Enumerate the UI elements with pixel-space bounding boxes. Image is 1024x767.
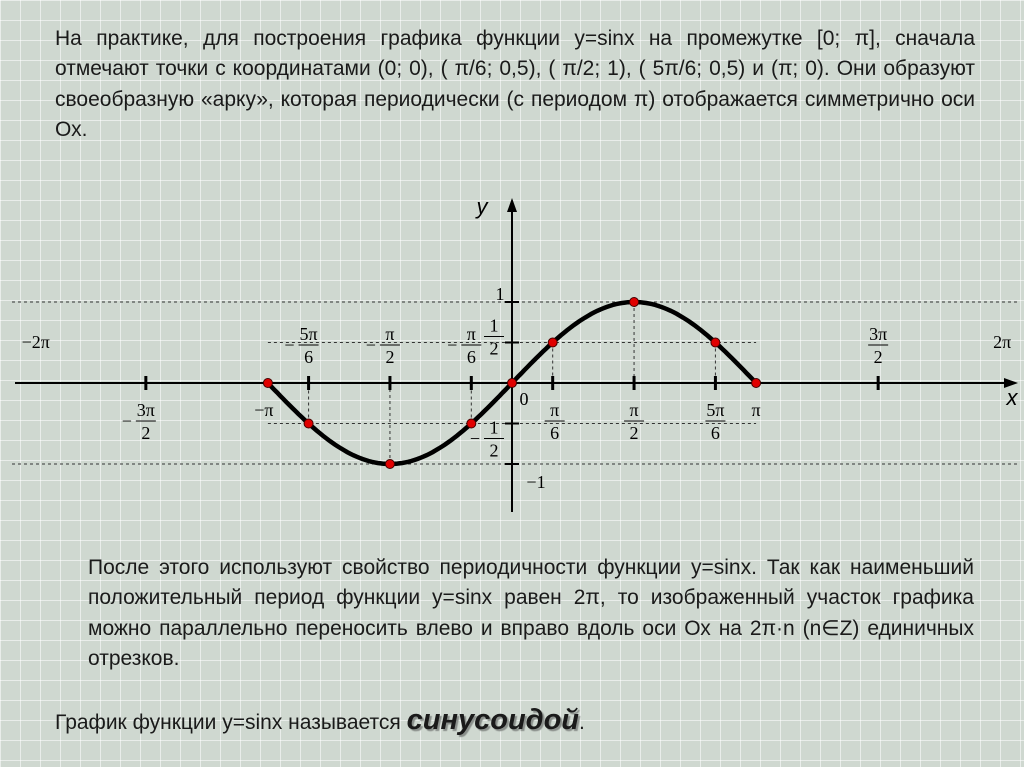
- y-tick-label: 1: [495, 284, 505, 304]
- tick-sign: −: [121, 411, 132, 431]
- y-axis-label: y: [476, 194, 488, 219]
- intro-paragraph: На практике, для построения графика функции y=sinx на промежутке [0; π], сначала отмечают точки с координатами (0; 0), ( π/6; 0,5), ( π/2; 1), ( 5π/6; 0,5) и (π; 0). Они образуют своеобразную «арку», которая периодически (с периодом π) отображается симметрично оси Ох.: [55, 27, 975, 142]
- sinusoid-prefix: График функции y=sinx называется: [55, 711, 407, 734]
- tick-numerator: 3π: [136, 400, 155, 420]
- tick-sign: −: [365, 335, 376, 355]
- tick-denominator: 6: [710, 423, 720, 443]
- x-tick-label: [705, 400, 725, 443]
- tick-numerator: π: [629, 400, 639, 420]
- data-point: [385, 460, 394, 469]
- x-tick-label: [122, 400, 156, 443]
- tick-denominator: 2: [489, 440, 499, 461]
- tick-numerator: 1: [489, 417, 499, 438]
- x-tick-label: [284, 324, 318, 367]
- x-tick-label: [868, 324, 888, 367]
- x-axis-label: x: [1006, 385, 1018, 410]
- data-point: [263, 379, 272, 388]
- tick-numerator: π: [550, 400, 560, 420]
- tick-sign: −: [469, 428, 480, 449]
- data-point: [548, 338, 557, 347]
- tick-numerator: π: [466, 324, 476, 344]
- tick-sign: −: [284, 335, 295, 355]
- data-point: [752, 379, 761, 388]
- tick-numerator: 1: [489, 315, 499, 336]
- sinusoid-term: синусоидой: [406, 704, 580, 736]
- tick-numerator: 5π: [706, 400, 725, 420]
- x-tick-label: 0: [519, 389, 529, 409]
- x-tick-label: π: [751, 400, 761, 420]
- data-point: [630, 298, 639, 307]
- tick-numerator: 3π: [869, 324, 888, 344]
- x-tick-label: 2π: [993, 332, 1012, 352]
- tick-denominator: 2: [141, 423, 151, 443]
- sinusoid-suffix: .: [579, 711, 585, 734]
- data-point: [508, 379, 517, 388]
- x-tick-label: [624, 400, 644, 443]
- period-paragraph: После этого используют свойство периодичности функции y=sinx. Так как наименьший положительный период функции y=sinx равен 2π, то изображенный участок графика можно параллельно переносить влево и вправо вдоль оси Ох на 2π·n (n∈Z) единичных отрезков.: [88, 556, 974, 671]
- y-tick-label: [484, 316, 504, 359]
- tick-denominator: 2: [873, 347, 883, 367]
- sinusoid-sentence: [55, 704, 585, 737]
- tick-denominator: 2: [385, 347, 395, 367]
- x-tick-label: [545, 400, 565, 443]
- tick-numerator: π: [385, 324, 395, 344]
- tick-sign: −: [447, 335, 458, 355]
- y-axis-arrow: [507, 198, 517, 212]
- tick-numerator: 5π: [299, 324, 318, 344]
- tick-denominator: 2: [489, 338, 499, 359]
- tick-denominator: 6: [304, 347, 314, 367]
- data-point: [711, 338, 720, 347]
- x-tick-label: −2π: [21, 332, 50, 352]
- x-tick-label: −π: [254, 400, 274, 420]
- tick-denominator: 6: [466, 347, 476, 367]
- x-tick-label: [366, 324, 400, 367]
- tick-denominator: 6: [550, 423, 560, 443]
- tick-denominator: 2: [629, 423, 639, 443]
- data-point: [467, 419, 476, 428]
- x-tick-label: [447, 324, 481, 367]
- y-tick-label: −1: [526, 472, 546, 492]
- data-point: [304, 419, 313, 428]
